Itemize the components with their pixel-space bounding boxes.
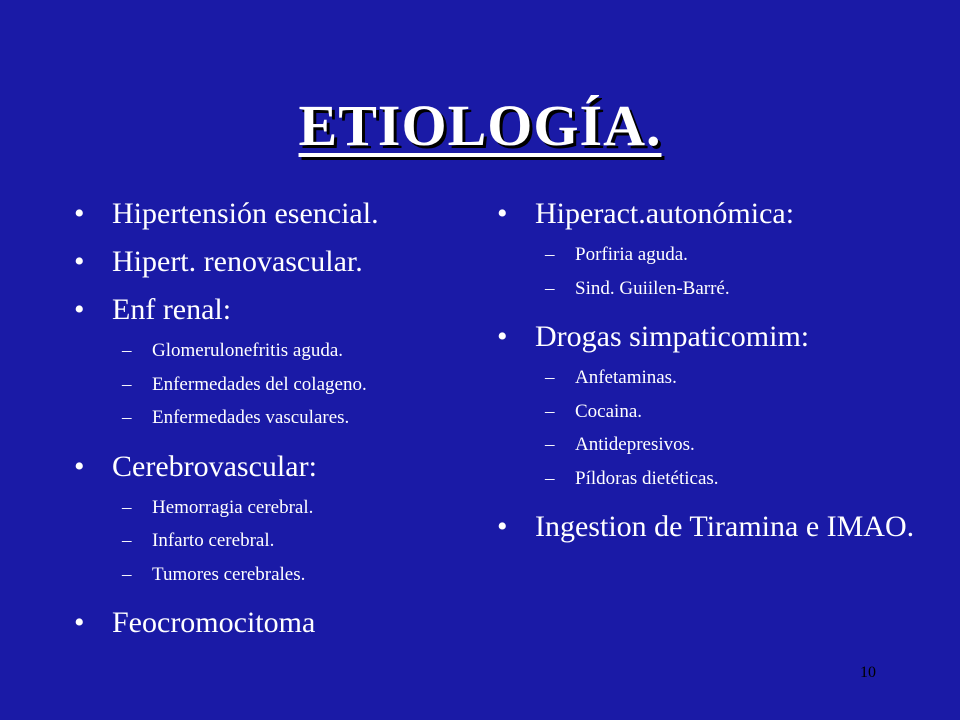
- dash-icon: –: [545, 467, 555, 489]
- bullet-icon: •: [497, 197, 508, 230]
- sub-item: [497, 272, 917, 306]
- sub-item-label: Hemorragia cerebral.: [152, 496, 314, 518]
- dash-icon: –: [122, 530, 132, 551]
- bullet-icon: •: [74, 197, 85, 230]
- bullet-icon: •: [497, 320, 508, 353]
- sub-item: [497, 428, 917, 462]
- bullet-item: [74, 599, 494, 647]
- sub-item-label: Cocaina.: [575, 400, 643, 422]
- bullet-label: Drogas simpaticomim:: [535, 320, 810, 353]
- sub-list: [497, 238, 917, 313]
- sub-item: [497, 361, 917, 395]
- sub-item-label: Enfermedades del colageno.: [152, 373, 367, 395]
- sub-item-label: Anfetaminas.: [575, 367, 677, 388]
- slide-title: ETIOLOGÍA.: [298, 93, 662, 158]
- bullet-item: [74, 238, 494, 286]
- sub-item: [497, 395, 917, 429]
- dash-icon: –: [545, 367, 555, 388]
- sub-item-label: Sind. Guiilen-Barré.: [575, 277, 730, 299]
- bullet-label: Hipertensión esencial.: [112, 197, 379, 230]
- bullet-label: Enf renal:: [112, 293, 232, 326]
- dash-icon: –: [122, 496, 132, 518]
- sub-list: [497, 361, 917, 503]
- bullet-icon: •: [74, 449, 85, 483]
- bullet-label: Feocromocitoma: [112, 606, 316, 639]
- dash-icon: –: [122, 563, 132, 585]
- bullet-item: [74, 190, 494, 238]
- sub-item: [497, 238, 917, 272]
- bullet-item: [497, 503, 917, 546]
- dash-icon: –: [545, 277, 555, 299]
- bullet-label: Ingestion de Tiramina e IMAO.: [535, 510, 915, 543]
- bullet-label: Cerebrovascular:: [112, 449, 317, 483]
- sub-item-label: Glomerulonefritis aguda.: [152, 340, 344, 361]
- bullet-label: Hipert. renovascular.: [112, 245, 363, 278]
- bullet-icon: •: [497, 510, 508, 543]
- sub-list: [74, 334, 494, 443]
- page-number: 10: [860, 664, 876, 681]
- bullet-item: [74, 443, 494, 600]
- sub-item: [74, 524, 494, 558]
- sub-item: [74, 558, 494, 592]
- left-column: [74, 190, 494, 647]
- dash-icon: –: [122, 340, 132, 361]
- dash-icon: –: [545, 434, 555, 455]
- sub-item-label: Antidepresivos.: [575, 434, 695, 455]
- dash-icon: –: [122, 407, 132, 428]
- bullet-icon: •: [74, 245, 85, 278]
- sub-item-label: Tumores cerebrales.: [152, 563, 306, 585]
- sub-item: [74, 401, 494, 435]
- bullet-item: [74, 286, 494, 443]
- sub-item-label: Infarto cerebral.: [152, 530, 275, 551]
- right-column: [497, 190, 917, 546]
- dash-icon: –: [122, 373, 132, 395]
- dash-icon: –: [545, 400, 555, 422]
- sub-item-label: Enfermedades vasculares.: [152, 407, 350, 428]
- sub-item-label: Píldoras dietéticas.: [575, 467, 719, 489]
- sub-item: [497, 462, 917, 496]
- sub-item-label: Porfiria aguda.: [575, 244, 688, 265]
- sub-item: [74, 368, 494, 402]
- sub-item: [74, 334, 494, 368]
- bullet-icon: •: [74, 293, 85, 326]
- dash-icon: –: [545, 244, 555, 265]
- bullet-icon: •: [74, 606, 85, 639]
- sub-item: [74, 491, 494, 525]
- bullet-item: [497, 313, 917, 503]
- bullet-item: [497, 190, 917, 313]
- sub-list: [74, 491, 494, 600]
- bullet-label: Hiperact.autonómica:: [535, 197, 795, 230]
